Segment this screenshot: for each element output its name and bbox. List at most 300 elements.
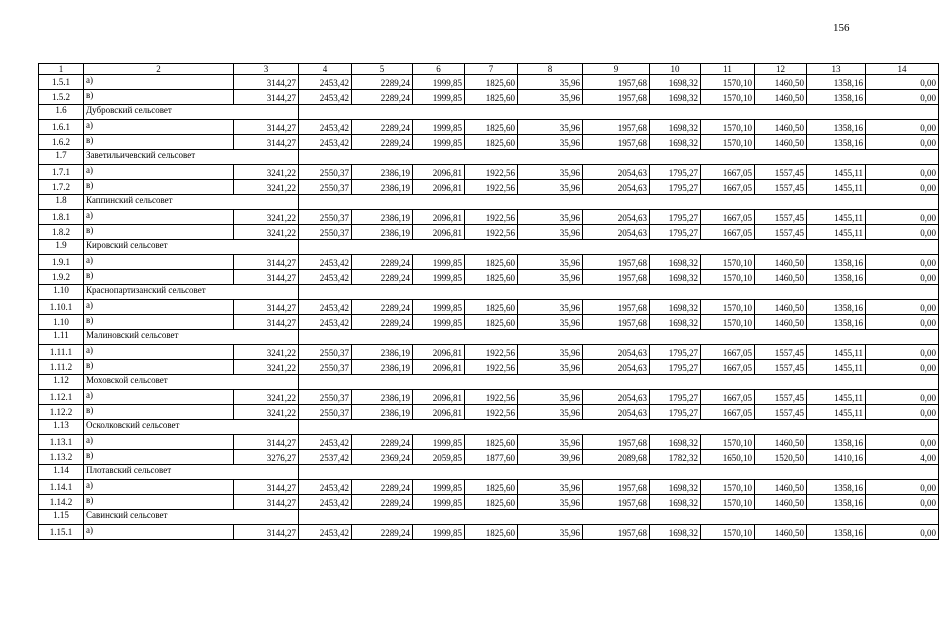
table-row [39,405,939,420]
value-cell: 39,96 [518,450,583,465]
value-cell: 3144,27 [234,435,299,450]
value-cell: 0,00 [866,165,939,180]
value-cell: 1570,10 [701,90,755,105]
value-cell: 1698,32 [650,300,701,315]
row-number: 1.6.2 [39,135,84,150]
value-cell: 1570,10 [701,495,755,510]
row-number: 1.6.1 [39,120,84,135]
row-number: 1.13.2 [39,450,84,465]
value-cell: 2453,42 [299,270,352,285]
value-cell: 2453,42 [299,255,352,270]
value-cell: 1698,32 [650,525,701,540]
row-number: 1.5.2 [39,90,84,105]
row-number: 1.7 [39,150,84,165]
value-cell: 2054,63 [583,405,650,420]
value-cell: 1667,05 [701,390,755,405]
value-cell: 1825,60 [465,75,518,90]
value-cell: 1999,85 [413,255,465,270]
value-cell: 1922,56 [465,165,518,180]
value-cell: 0,00 [866,315,939,330]
row-label: а) [84,435,234,450]
value-cell: 3241,22 [234,210,299,225]
value-cell: 2289,24 [352,315,413,330]
value-cell: 1358,16 [807,270,866,285]
value-cell: 2453,42 [299,90,352,105]
value-cell: 2550,37 [299,225,352,240]
value-cell: 2096,81 [413,210,465,225]
value-cell: 35,96 [518,180,583,195]
value-cell: 1460,50 [755,135,807,150]
row-number: 1.12 [39,375,84,390]
value-cell: 3241,22 [234,345,299,360]
value-cell: 1557,45 [755,390,807,405]
section-title: Дубровский сельсовет [84,105,299,120]
value-cell: 1667,05 [701,180,755,195]
table-row [39,300,939,315]
value-cell: 1455,11 [807,225,866,240]
table-row [39,480,939,495]
value-cell: 1520,50 [755,450,807,465]
value-cell: 1957,68 [583,120,650,135]
table-body [39,75,939,540]
value-cell: 1410,16 [807,450,866,465]
value-cell: 2453,42 [299,525,352,540]
value-cell: 4,00 [866,450,939,465]
table-row [39,165,939,180]
value-cell: 1698,32 [650,315,701,330]
value-cell: 1922,56 [465,345,518,360]
value-cell: 1460,50 [755,525,807,540]
section-row [39,105,939,120]
row-number: 1.15 [39,510,84,525]
row-label: а) [84,390,234,405]
row-label: в) [84,495,234,510]
value-cell: 0,00 [866,255,939,270]
value-cell: 2289,24 [352,90,413,105]
value-cell: 1667,05 [701,165,755,180]
row-number: 1.8 [39,195,84,210]
value-cell: 2550,37 [299,345,352,360]
section-title: Плотавский сельсовет [84,465,299,480]
value-cell: 1698,32 [650,255,701,270]
value-cell: 2386,19 [352,390,413,405]
row-number: 1.10 [39,315,84,330]
table-row [39,525,939,540]
value-cell: 1557,45 [755,405,807,420]
value-cell: 2096,81 [413,345,465,360]
row-label: а) [84,480,234,495]
value-cell: 1667,05 [701,345,755,360]
value-cell: 1999,85 [413,525,465,540]
section-row [39,510,939,525]
value-cell: 1957,68 [583,270,650,285]
value-cell: 1667,05 [701,210,755,225]
column-header: 11 [701,64,755,75]
value-cell: 1999,85 [413,270,465,285]
value-cell: 2289,24 [352,495,413,510]
value-cell: 3241,22 [234,165,299,180]
value-cell: 1922,56 [465,180,518,195]
value-cell: 0,00 [866,135,939,150]
value-cell: 1358,16 [807,435,866,450]
value-cell: 1460,50 [755,495,807,510]
row-number: 1.9 [39,240,84,255]
value-cell: 3144,27 [234,315,299,330]
value-cell: 1795,27 [650,360,701,375]
section-fill [299,465,939,480]
value-cell: 1698,32 [650,120,701,135]
section-row [39,195,939,210]
value-cell: 2054,63 [583,225,650,240]
value-cell: 1460,50 [755,270,807,285]
value-cell: 1570,10 [701,525,755,540]
value-cell: 2453,42 [299,120,352,135]
row-label: в) [84,180,234,195]
column-header: 7 [465,64,518,75]
row-number: 1.11.1 [39,345,84,360]
value-cell: 2289,24 [352,255,413,270]
value-cell: 1570,10 [701,315,755,330]
value-cell: 2289,24 [352,435,413,450]
value-cell: 2386,19 [352,210,413,225]
value-cell: 0,00 [866,345,939,360]
value-cell: 1957,68 [583,480,650,495]
value-cell: 35,96 [518,300,583,315]
value-cell: 2386,19 [352,225,413,240]
value-cell: 1667,05 [701,225,755,240]
value-cell: 35,96 [518,120,583,135]
value-cell: 0,00 [866,390,939,405]
value-cell: 2054,63 [583,210,650,225]
value-cell: 1358,16 [807,525,866,540]
value-cell: 1999,85 [413,435,465,450]
row-label: в) [84,90,234,105]
value-cell: 1698,32 [650,75,701,90]
section-title: Кировский сельсовет [84,240,299,255]
value-cell: 2289,24 [352,270,413,285]
value-cell: 35,96 [518,480,583,495]
value-cell: 1358,16 [807,480,866,495]
value-cell: 2054,63 [583,180,650,195]
value-cell: 1825,60 [465,90,518,105]
column-header: 13 [807,64,866,75]
row-label: а) [84,345,234,360]
value-cell: 2550,37 [299,180,352,195]
value-cell: 0,00 [866,90,939,105]
value-cell: 1460,50 [755,300,807,315]
value-cell: 35,96 [518,345,583,360]
row-label: а) [84,210,234,225]
value-cell: 1698,32 [650,270,701,285]
value-cell: 1358,16 [807,75,866,90]
value-cell: 2453,42 [299,495,352,510]
value-cell: 1358,16 [807,135,866,150]
value-cell: 35,96 [518,495,583,510]
section-row [39,285,939,300]
value-cell: 1460,50 [755,315,807,330]
value-cell: 2289,24 [352,120,413,135]
section-row [39,330,939,345]
value-cell: 3276,27 [234,450,299,465]
value-cell: 1957,68 [583,300,650,315]
value-cell: 1455,11 [807,165,866,180]
value-cell: 1957,68 [583,90,650,105]
section-title: Моховской сельсовет [84,375,299,390]
row-number: 1.10 [39,285,84,300]
value-cell: 1922,56 [465,405,518,420]
value-cell: 1825,60 [465,270,518,285]
section-row [39,240,939,255]
value-cell: 1922,56 [465,210,518,225]
section-title: Каппинский сельсовет [84,195,299,210]
value-cell: 1999,85 [413,120,465,135]
value-cell: 1455,11 [807,345,866,360]
value-cell: 1782,32 [650,450,701,465]
value-cell: 1698,32 [650,435,701,450]
value-cell: 35,96 [518,75,583,90]
row-number: 1.12.1 [39,390,84,405]
value-cell: 3144,27 [234,480,299,495]
value-cell: 2096,81 [413,390,465,405]
value-cell: 2386,19 [352,180,413,195]
value-cell: 1455,11 [807,180,866,195]
value-cell: 1570,10 [701,270,755,285]
table-row [39,435,939,450]
value-cell: 1455,11 [807,405,866,420]
value-cell: 0,00 [866,120,939,135]
value-cell: 0,00 [866,360,939,375]
value-cell: 0,00 [866,405,939,420]
value-cell: 1957,68 [583,525,650,540]
section-fill [299,510,939,525]
table-row [39,75,939,90]
value-cell: 3241,22 [234,405,299,420]
value-cell: 1557,45 [755,225,807,240]
value-cell: 1957,68 [583,255,650,270]
value-cell: 2550,37 [299,390,352,405]
value-cell: 1795,27 [650,225,701,240]
value-cell: 1557,45 [755,180,807,195]
value-cell: 2550,37 [299,165,352,180]
value-cell: 3241,22 [234,390,299,405]
row-label: а) [84,255,234,270]
value-cell: 2054,63 [583,165,650,180]
value-cell: 2386,19 [352,345,413,360]
value-cell: 2289,24 [352,75,413,90]
row-number: 1.9.2 [39,270,84,285]
value-cell: 2369,24 [352,450,413,465]
value-cell: 2059,85 [413,450,465,465]
value-cell: 1825,60 [465,120,518,135]
section-title: Савинский сельсовет [84,510,299,525]
value-cell: 35,96 [518,360,583,375]
value-cell: 0,00 [866,300,939,315]
section-fill [299,330,939,345]
row-number: 1.11.2 [39,360,84,375]
value-cell: 2289,24 [352,525,413,540]
row-label: а) [84,75,234,90]
value-cell: 0,00 [866,210,939,225]
value-cell: 0,00 [866,270,939,285]
value-cell: 0,00 [866,480,939,495]
column-header: 2 [84,64,234,75]
table-row [39,315,939,330]
value-cell: 1999,85 [413,480,465,495]
value-cell: 2096,81 [413,360,465,375]
value-cell: 2096,81 [413,180,465,195]
value-cell: 1825,60 [465,480,518,495]
column-header: 4 [299,64,352,75]
value-cell: 3144,27 [234,495,299,510]
value-cell: 0,00 [866,75,939,90]
value-cell: 1795,27 [650,210,701,225]
section-title: Краснопартизанский сельсовет [84,285,299,300]
value-cell: 3144,27 [234,525,299,540]
value-cell: 1922,56 [465,390,518,405]
column-header: 14 [866,64,939,75]
value-cell: 3241,22 [234,225,299,240]
value-cell: 2096,81 [413,405,465,420]
value-cell: 0,00 [866,495,939,510]
row-label: в) [84,315,234,330]
value-cell: 3144,27 [234,255,299,270]
column-header: 6 [413,64,465,75]
header-row [39,64,939,75]
column-header: 3 [234,64,299,75]
value-cell: 1922,56 [465,225,518,240]
value-cell: 0,00 [866,180,939,195]
section-row [39,150,939,165]
value-cell: 1570,10 [701,75,755,90]
value-cell: 0,00 [866,525,939,540]
value-cell: 1570,10 [701,480,755,495]
value-cell: 2550,37 [299,360,352,375]
value-cell: 2537,42 [299,450,352,465]
value-cell: 35,96 [518,270,583,285]
value-cell: 35,96 [518,405,583,420]
value-cell: 1999,85 [413,315,465,330]
value-cell: 2550,37 [299,210,352,225]
table-row [39,225,939,240]
value-cell: 2453,42 [299,135,352,150]
value-cell: 1358,16 [807,90,866,105]
value-cell: 35,96 [518,390,583,405]
value-cell: 35,96 [518,525,583,540]
value-cell: 2096,81 [413,225,465,240]
table-row [39,135,939,150]
value-cell: 1698,32 [650,135,701,150]
value-cell: 35,96 [518,210,583,225]
value-cell: 2453,42 [299,315,352,330]
value-cell: 1570,10 [701,435,755,450]
row-number: 1.8.2 [39,225,84,240]
value-cell: 1825,60 [465,135,518,150]
value-cell: 1455,11 [807,210,866,225]
row-number: 1.14 [39,465,84,480]
value-cell: 1455,11 [807,390,866,405]
value-cell: 1825,60 [465,435,518,450]
table-row [39,495,939,510]
row-label: в) [84,225,234,240]
value-cell: 1825,60 [465,300,518,315]
value-cell: 1957,68 [583,135,650,150]
row-label: в) [84,450,234,465]
value-cell: 1698,32 [650,480,701,495]
row-number: 1.13.1 [39,435,84,450]
value-cell: 35,96 [518,315,583,330]
row-number: 1.12.2 [39,405,84,420]
table-row [39,90,939,105]
value-cell: 3144,27 [234,90,299,105]
table-row [39,450,939,465]
section-row [39,465,939,480]
column-header: 1 [39,64,84,75]
section-fill [299,105,939,120]
row-number: 1.9.1 [39,255,84,270]
section-fill [299,420,939,435]
row-number: 1.10.1 [39,300,84,315]
section-fill [299,285,939,300]
value-cell: 1957,68 [583,495,650,510]
table-row [39,120,939,135]
value-cell: 1570,10 [701,300,755,315]
value-cell: 2386,19 [352,360,413,375]
value-cell: 2386,19 [352,165,413,180]
section-row [39,375,939,390]
value-cell: 1795,27 [650,345,701,360]
value-cell: 35,96 [518,225,583,240]
value-cell: 1825,60 [465,255,518,270]
table-row [39,390,939,405]
value-cell: 2096,81 [413,165,465,180]
value-cell: 3144,27 [234,135,299,150]
row-label: а) [84,525,234,540]
value-cell: 3144,27 [234,270,299,285]
value-cell: 1795,27 [650,165,701,180]
row-number: 1.14.2 [39,495,84,510]
value-cell: 3241,22 [234,180,299,195]
value-cell: 1957,68 [583,435,650,450]
value-cell: 1460,50 [755,255,807,270]
value-cell: 1667,05 [701,360,755,375]
value-cell: 1460,50 [755,480,807,495]
value-cell: 2289,24 [352,300,413,315]
value-cell: 2054,63 [583,360,650,375]
value-cell: 1667,05 [701,405,755,420]
value-cell: 1460,50 [755,75,807,90]
value-cell: 1358,16 [807,120,866,135]
value-cell: 2453,42 [299,75,352,90]
value-cell: 2550,37 [299,405,352,420]
column-header: 5 [352,64,413,75]
value-cell: 2386,19 [352,405,413,420]
value-cell: 2453,42 [299,300,352,315]
value-cell: 35,96 [518,165,583,180]
row-label: в) [84,405,234,420]
value-cell: 1358,16 [807,315,866,330]
value-cell: 1825,60 [465,495,518,510]
row-number: 1.7.1 [39,165,84,180]
value-cell: 1557,45 [755,360,807,375]
value-cell: 35,96 [518,90,583,105]
value-cell: 2089,68 [583,450,650,465]
row-label: а) [84,120,234,135]
value-cell: 1570,10 [701,135,755,150]
value-cell: 3144,27 [234,300,299,315]
value-cell: 1650,10 [701,450,755,465]
column-header: 8 [518,64,583,75]
value-cell: 1825,60 [465,525,518,540]
